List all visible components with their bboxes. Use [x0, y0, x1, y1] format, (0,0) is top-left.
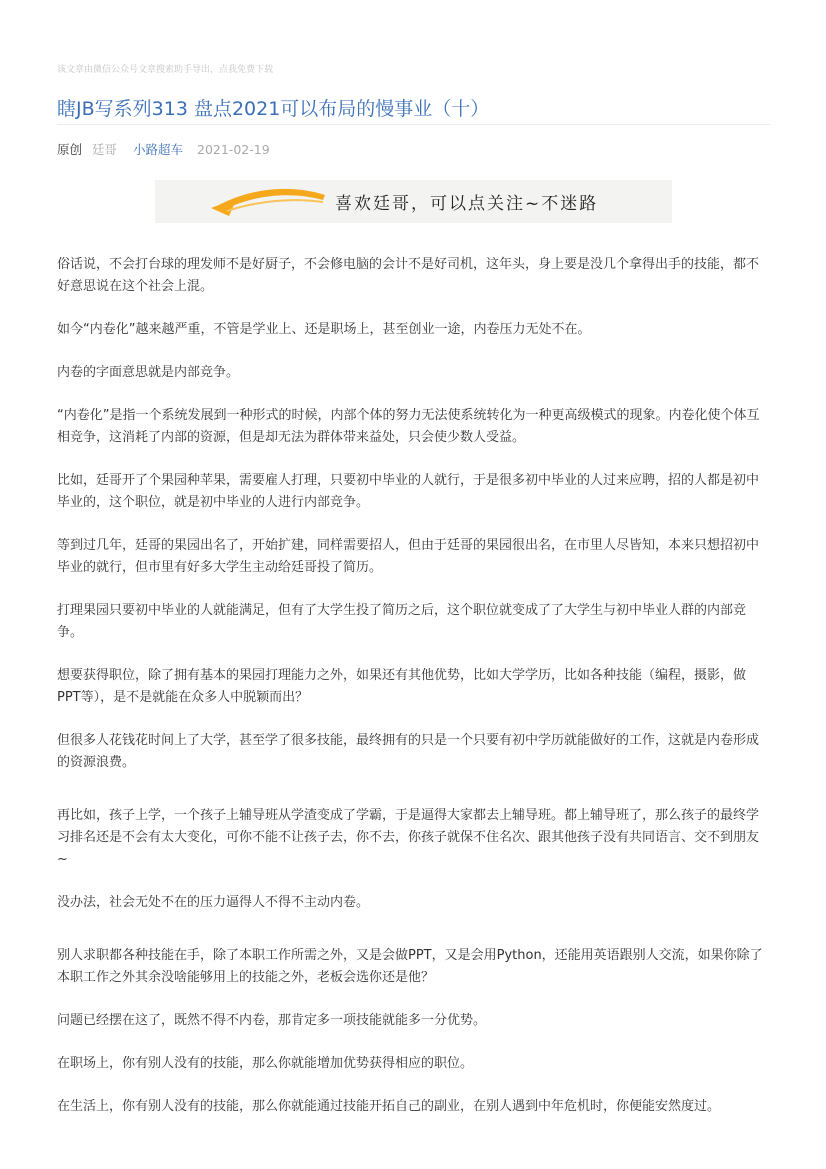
- publish-date: 2021-02-19: [197, 142, 270, 157]
- paragraph: 想要获得职位，除了拥有基本的果园打理能力之外，如果还有其他优势，比如大学学历，比如各种技能（编程，摄影，做PPT等），是不是就能在众多人中脱颖而出？: [57, 668, 747, 705]
- article-title: 瞎JB写系列313 盘点2021可以布局的慢事业（十）: [57, 98, 490, 120]
- paragraph: 等到过几年，廷哥的果园出名了，开始扩建，同样需要招人，但由于廷哥的果园很出名，在市里人尽皆知，本来只想招初中毕业的就行，但市里有好多大学生主动给廷哥投了简历。: [57, 538, 760, 575]
- paragraph: 别人求职都各种技能在手，除了本职工作所需之外，又是会做PPT，又是会用Python，还能用英语跟别人交流，如果你除了本职工作之外其余没啥能够用上的技能之外，老板会选你还是他？: [57, 948, 763, 985]
- paragraph: 再比如，孩子上学，一个孩子上辅导班从学渣变成了学霸，于是逼得大家都去上辅导班。都上辅导班了，那么孩子的最终学习排名还是不会有太大变化，可你不能不让孩子去，你不去，你孩子就保不住名次、跟其他孩子没有共同语言、交不到朋友~: [57, 808, 760, 867]
- paragraph: 内卷的字面意思就是内部竞争。: [57, 365, 240, 380]
- title-divider: [57, 124, 770, 125]
- paragraph: 在生活上，你有别人没有的技能，那么你就能通过技能开拓自己的副业，在别人遇到中年危机时，你便能安然度过。: [57, 1099, 721, 1114]
- original-badge: 原创: [57, 142, 83, 157]
- paragraph: 在职场上，你有别人没有的技能，那么你就能增加优势获得相应的职位。: [57, 1056, 474, 1071]
- paragraph: 俗话说，不会打台球的理发师不是好厨子，不会修电脑的会计不是好司机，这年头，身上要是没几个拿得出手的技能，都不好意思说在这个社会上混。: [57, 257, 760, 294]
- account-link[interactable]: 小路超车: [133, 142, 184, 157]
- paragraph: 如今“内卷化”越来越严重，不管是学业上、还是职场上，甚至创业一途，内卷压力无处不在。: [57, 322, 591, 337]
- paragraph: 问题已经摆在这了，既然不得不内卷，那肯定多一项技能就能多一分优势。: [57, 1013, 487, 1028]
- paragraph: 打理果园只要初中毕业的人就能满足，但有了大学生投了简历之后，这个职位就变成了了大学生与初中毕业人群的内部竞争。: [57, 603, 747, 640]
- paragraph: 没办法，社会无处不在的压力逼得人不得不主动内卷。: [57, 895, 370, 910]
- banner-text: 喜欢廷哥，可以点关注~不迷路: [335, 194, 599, 214]
- paragraph: 比如，廷哥开了个果园种苹果，需要雇人打理，只要初中毕业的人就行，于是很多初中毕业的人过来应聘，招的人都是初中毕业的，这个职位，就是初中毕业的人进行内部竞争。: [57, 473, 760, 510]
- follow-banner: [155, 180, 672, 223]
- paragraph: 但很多人花钱花时间上了大学，甚至学了很多技能，最终拥有的只是一个只要有初中学历就能做好的工作，这就是内卷形成的资源浪费。: [57, 733, 760, 770]
- export-notice-link[interactable]: 该文章由微信公众号文章搜索助手导出，点我免费下载: [57, 65, 274, 75]
- author-name: 廷哥: [92, 142, 118, 157]
- paragraph: “内卷化”是指一个系统发展到一种形式的时候，内部个体的努力无法使系统转化为一种更高级模式的现象。内卷化使个体互相竞争，这消耗了内部的资源，但是却无法为群体带来益处，只会使少数人受益。: [57, 408, 760, 445]
- article-body: [57, 254, 769, 1139]
- article-meta: [57, 140, 276, 158]
